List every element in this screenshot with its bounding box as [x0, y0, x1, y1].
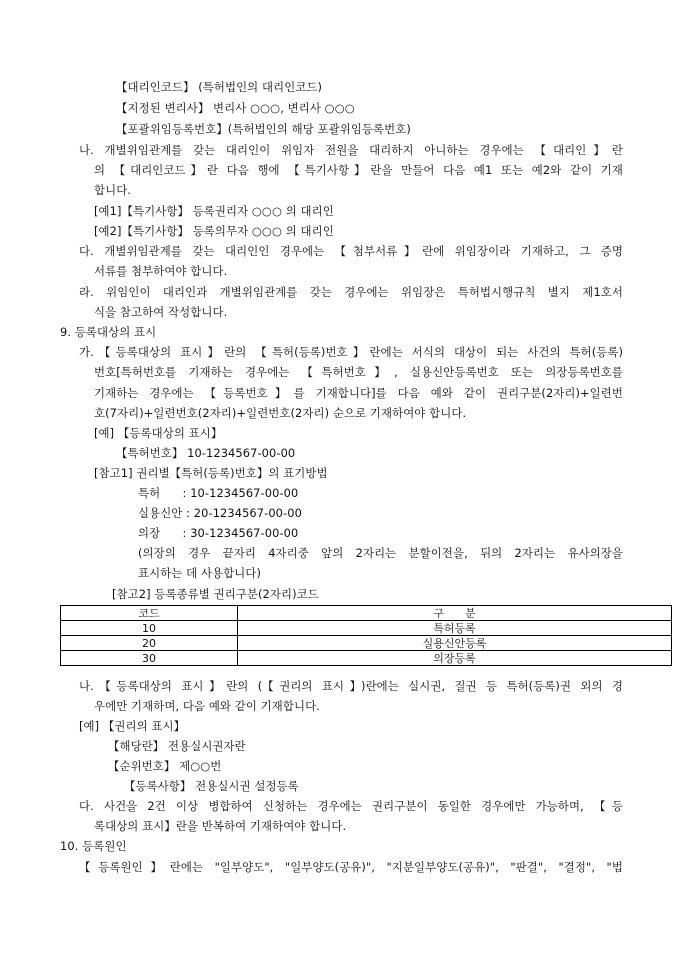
- text-line: 【특허번호】 10-1234567-00-00: [116, 446, 296, 460]
- section-heading: 10. 등록원인: [60, 839, 127, 853]
- text-line: 서류를 첨부하여야 합니다.: [94, 264, 228, 278]
- text-line: [참고1] 권리별【특허(등록)번호】의 표기방법: [94, 466, 328, 480]
- section-heading: 9. 등록대상의 표시: [60, 325, 157, 339]
- table-cell: 20: [61, 636, 238, 651]
- table-cell: 10: [61, 621, 238, 636]
- text-line: 록대상의 표시】란을 반복하여 기재하여야 합니다.: [94, 819, 347, 833]
- table-header-cell: 코드: [61, 606, 238, 621]
- rights-code-table: [60, 605, 672, 666]
- text-line: 【포괄위임등록번호】(특허법인의 해당 포괄위임등록번호): [116, 122, 411, 136]
- table-cell: 특허등록: [238, 621, 672, 636]
- text-line: [예1]【특기사항】 등록권리자 ○○○ 의 대리인: [94, 204, 334, 218]
- text-line: 우에만 기재하며, 다음 예와 같이 기재합니다.: [94, 699, 320, 713]
- text-line: 의 【대리인코드】란 다음 행에 【특기사항】란을 만들어 다음 예1 또는 예2와 같이 기재: [94, 163, 623, 177]
- text-line: 다. 사건을 2건 이상 병합하여 신청하는 경우에는 권리구분이 동일한 경우에만 가능하며, 【등: [79, 799, 623, 813]
- text-line: [예2]【특기사항】 등록의무자 ○○○ 의 대리인: [94, 224, 334, 238]
- table-cell: 실용신안등록: [238, 636, 672, 651]
- table-header-row: [61, 606, 672, 621]
- text-line: 【순위번호】 제○○번: [108, 759, 222, 773]
- text-line: [예] 【권리의 표시】: [79, 719, 186, 733]
- text-line: 실용신안 : 20-1234567-00-00: [138, 506, 302, 520]
- text-line: 특허 : 10-1234567-00-00: [138, 486, 299, 500]
- text-line: 【지정된 변리사】 변리사 ○○○, 변리사 ○○○: [116, 101, 355, 115]
- text-line: 의장 : 30-1234567-00-00: [138, 526, 299, 540]
- text-line: 【등록원인】란에는 "일부양도", "일부양도(공유)", "지분일부양도(공유)", "판결", "결정", "법: [79, 860, 623, 874]
- text-line: 식을 참고하여 작성합니다.: [94, 305, 228, 319]
- text-line: 합니다.: [94, 183, 132, 197]
- table-row: [61, 621, 672, 636]
- text-line: 라. 위임인이 대리인과 개별위임관계를 갖는 경우에는 위임장은 특허법시행규칙 별지 제1호서: [79, 285, 623, 299]
- table-row: [61, 636, 672, 651]
- text-line: 기재하는 경우에는 【등록번호】를 기재합니다]를 다음 예와 같이 권리구분(2자리)+일련번: [94, 386, 623, 400]
- text-line: 【해당란】 전용실시권자란: [108, 739, 246, 753]
- text-line: 나. 개별위임관계를 갖는 대리인이 위임자 전원을 대리하지 아니하는 경우에는 【대리인】란: [79, 143, 623, 157]
- text-line: 가.【등록대상의 표시】란의 【특허(등록)번호】란에는 서식의 대상이 되는 사건의 특허(등록): [79, 345, 623, 359]
- text-line: 호(7자리)+일련번호(2자리)+일련번호(2자리) 순으로 기재하여야 합니다.: [94, 406, 467, 420]
- text-line: 번호[특허번호를 기재하는 경우에는 【특허번호】, 실용신안등록번호 또는 의장등록번호를: [94, 365, 623, 379]
- table-cell: 30: [61, 651, 238, 666]
- table-row: [61, 651, 672, 666]
- text-line: 【대리인코드】 (특허법인의 대리인코드): [116, 80, 323, 94]
- text-line: 표시하는 데 사용합니다): [138, 566, 262, 580]
- text-line: 【등록사항】 전용실시권 설정등록: [124, 779, 299, 793]
- table-header-cell: 구 분: [238, 606, 672, 621]
- table-cell: 의장등록: [238, 651, 672, 666]
- text-line: [예] 【등록대상의 표시】: [94, 426, 223, 440]
- text-line: [참고2] 등록종류별 권리구분(2자리)코드: [112, 587, 319, 601]
- text-line: 나.【등록대상의 표시】란의 (【권리의 표시】)란에는 실시권, 질권 등 특허(등록)권 외의 경: [79, 679, 623, 693]
- text-line: 다. 개별위임관계를 갖는 대리인인 경우에는 【첨부서류】란에 위임장이라 기재하고, 그 증명: [79, 244, 623, 258]
- text-line: (의장의 경우 끝자리 4자리중 앞의 2자리는 분할이전을, 뒤의 2자리는 유사의장을: [138, 546, 623, 560]
